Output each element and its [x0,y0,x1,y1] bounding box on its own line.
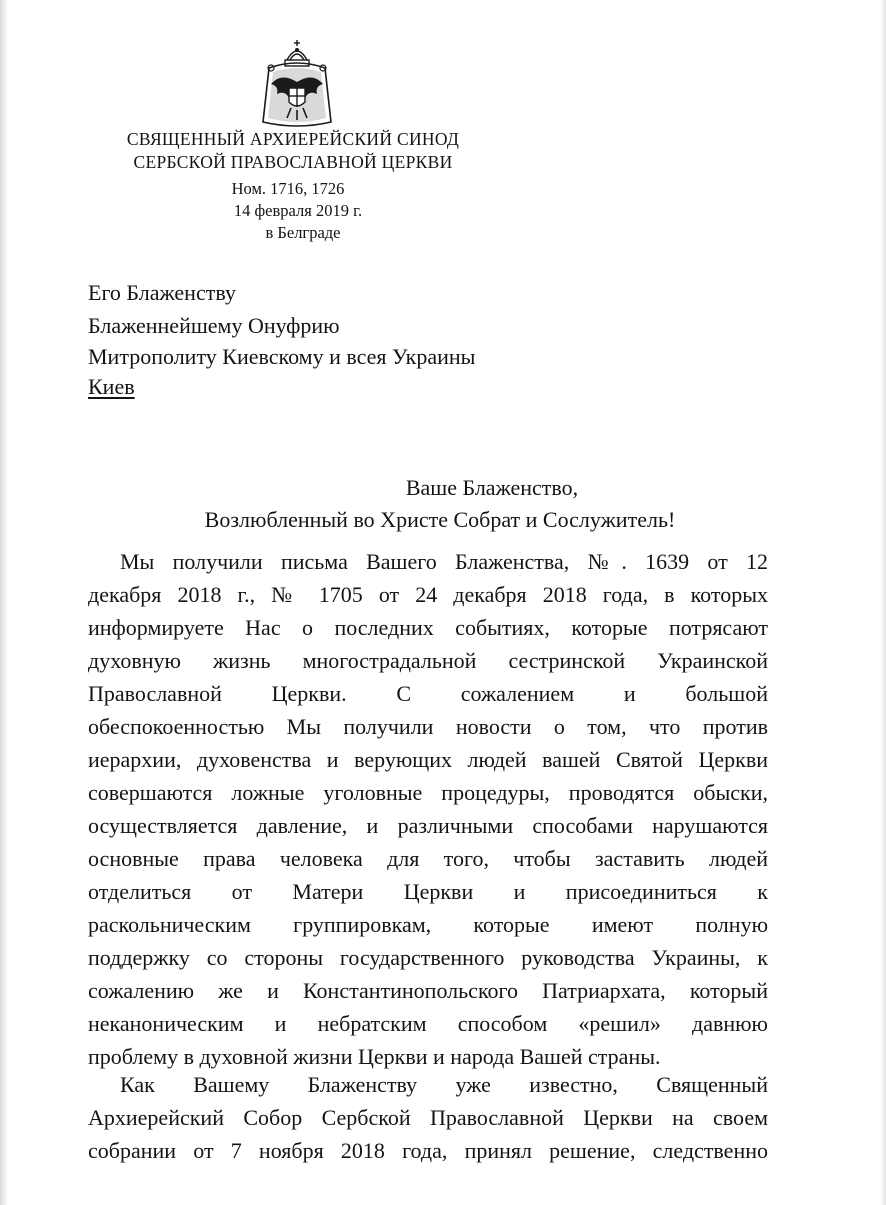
body-line: раскольническим группировкам, которые имеют полную [88,912,768,937]
letterhead-synod-title: СВЯЩЕННЫЙ АРХИЕРЕЙСКИЙ СИНОД [126,129,460,149]
body-line: неканоническим и небратским способом «решил» давнюю [88,1011,768,1036]
body-line: иерархии, духовенства и верующих людей вашей Святой Церкви [88,747,768,772]
body-line: духовную жизнь многострадальной сестринской Украинской [88,648,768,673]
body-line: Архиерейский Собор Сербской Православной Церкви на своем [88,1105,768,1130]
body-line: поддержку со стороны государственного руководства Украины, к [88,945,768,970]
body-line: Православной Церкви. С сожалением и большой [88,681,768,706]
body-line: сожалению же и Константинопольского Патриархата, который [88,978,768,1003]
coat-of-arms-icon [257,38,337,130]
letter-place: в Белграде [265,223,341,242]
letter-number: Ном. 1716, 1726 [231,179,345,198]
body-line: собрании от 7 ноября 2018 года, принял решение, следственно [88,1138,768,1163]
page-edge-left [0,0,8,1205]
body-line: декабря 2018 г., № 1705 от 24 декабря 2018 года, в которых [88,582,768,607]
body-line: Мы получили письма Вашего Блаженства, №. 1639 от 12 [120,549,768,574]
body-line: обеспокоенностью Мы получили новости о том, что против [88,714,768,739]
body-line: основные права человека для того, чтобы заставить людей [88,846,768,871]
addressee-line: Блаженнейшему Онуфрию [88,313,340,338]
letter-date: 14 февраля 2019 г. [233,201,363,220]
body-line: информируете Нас о последних событиях, которые потрясают [88,615,768,640]
body-line: отделиться от Матери Церкви и присоединиться к [88,879,768,904]
body-line: осуществляется давление, и различными способами нарушаются [88,813,768,838]
addressee-city: Киев [88,374,135,399]
salutation-line: Ваше Блаженство, [405,475,579,500]
addressee-line: Митрополиту Киевскому и всея Украины [88,344,476,369]
salutation-line: Возлюбленный во Христе Собрат и Сослужитель! [204,507,676,532]
page-edge-right [881,0,886,1205]
body-line: совершаются ложные уголовные процедуры, проводятся обыски, [88,780,768,805]
letterhead-church-title: СЕРБСКОЙ ПРАВОСЛАВНОЙ ЦЕРКВИ [133,152,453,172]
addressee-line: Его Блаженству [88,280,236,305]
body-line: проблему в духовной жизни Церкви и народа Вашей страны. [88,1044,661,1069]
body-line: Как Вашему Блаженству уже известно, Священный [120,1072,768,1097]
